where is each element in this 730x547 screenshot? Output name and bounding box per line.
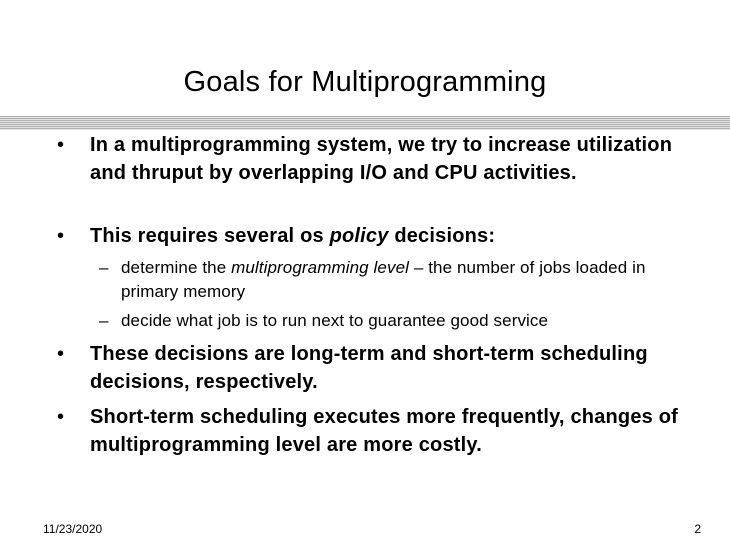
slide-title: Goals for Multiprogramming bbox=[183, 66, 547, 98]
bullet-2-text-emphasis: policy bbox=[329, 225, 389, 247]
bullet-4-text: Short-term scheduling executes more frequently, changes of multiprogramming level are more costly. bbox=[90, 406, 679, 456]
bullet-2-text-post: decisions: bbox=[388, 225, 496, 247]
sub-bullet-1-emphasis: multiprogramming level bbox=[231, 258, 410, 277]
bullet-2-text bbox=[90, 222, 690, 250]
dash-marker: – bbox=[99, 258, 109, 277]
footer-page-number: 2 bbox=[694, 522, 701, 536]
footer-date: 11/23/2020 bbox=[43, 522, 103, 536]
bullet-3-text: These decisions are long-term and short-term scheduling decisions, respectively. bbox=[90, 343, 648, 393]
sub-bullet-2-text: decide what job is to run next to guarantee good service bbox=[121, 311, 549, 330]
sub-bullet-1-text bbox=[121, 256, 681, 304]
bullet-marker: • bbox=[57, 406, 65, 428]
bullet-marker: • bbox=[57, 225, 65, 247]
title-divider bbox=[0, 116, 730, 130]
bullet-1-text: In a multiprogramming system, we try to increase utilization and thruput by overlapping I/O and CPU activities. bbox=[90, 134, 673, 184]
dash-marker: – bbox=[99, 311, 109, 330]
bullet-2-text-pre: This requires several os bbox=[90, 225, 330, 247]
bullet-marker: • bbox=[57, 343, 65, 365]
sub-bullet-1-pre: determine the bbox=[121, 258, 232, 277]
bullet-marker: • bbox=[57, 134, 65, 156]
sub-bullet-1-post: – the number of jobs loaded in primary memory bbox=[121, 258, 646, 301]
